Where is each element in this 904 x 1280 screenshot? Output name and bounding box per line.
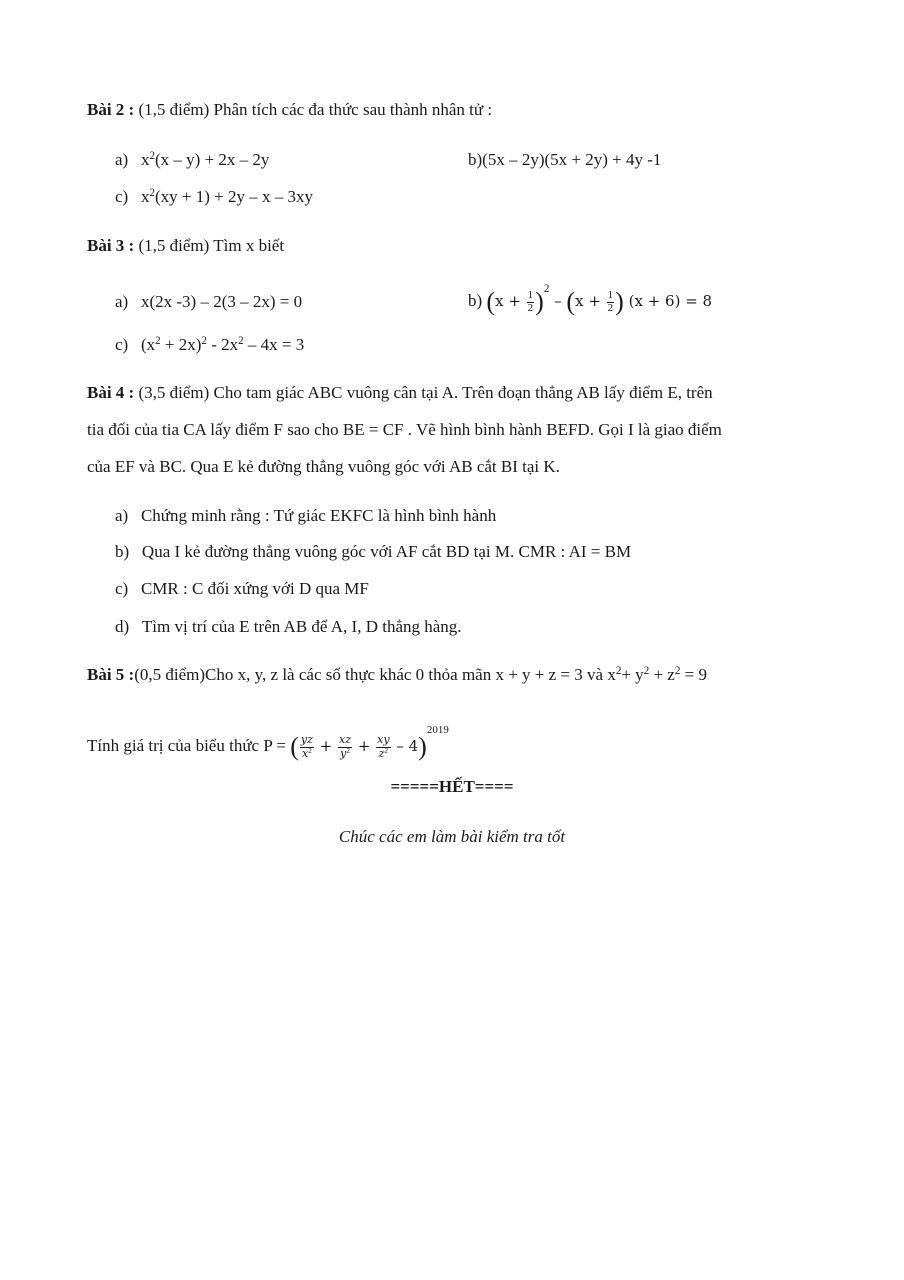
bai4-item-b: b) Qua I kẻ đường thẳng vuông góc với AF cắt BD tại M. CMR : AI = BM — [115, 542, 632, 561]
bai3-heading: Bài 3 : (1,5 điểm) Tìm x biết — [87, 236, 285, 255]
bai3-item-b: b) (x + $\frac{1}{2}$ )$^2$ – (x + $\frac{1}{2}$ ) (x + 6) = 8 — [468, 283, 713, 317]
bai4-line1: Bài 4 : (3,5 điểm) Cho tam giác ABC vuông cân tại A. Trên đoạn thẳng AB lấy điểm E, trên — [87, 383, 713, 402]
bai2-item-b: b)(5x – 2y)(5x + 2y) + 4y -1 — [468, 150, 662, 169]
closing-line: Chúc các em làm bài kiểm tra tốt — [338, 827, 566, 846]
bai5-line1: Bài 5 :(0,5 điểm)Cho x, y, z là các số thực khác 0 thỏa mãn x + y + z = 3 và $x^2+ y^2 + z^2 = 9$ — [87, 664, 707, 684]
end-mark: =====HẾT==== — [390, 777, 514, 796]
fraction-one-half: $\frac{1}{2}$ — [527, 289, 534, 314]
bai3-item-c: c) $(x^2 + 2x)^2 - 2x^2 - 4x = 3$ — [115, 334, 305, 354]
bai4-item-a: a) Chứng minh rằng : Tứ giác EKFC là hình bình hành — [115, 506, 497, 525]
bai4-item-d: d) Tìm vị trí của E trên AB để A, I, D thẳng hàng. — [115, 617, 462, 636]
bai4-line3: của EF và BC. Qua E kẻ đường thẳng vuông góc với AB cắt BI tại K. — [87, 457, 560, 476]
fraction-one-half: $\frac{1}{2}$ — [607, 289, 614, 314]
bai4-item-c: c) CMR : C đối xứng với D qua MF — [115, 579, 369, 598]
bai2-item-c: c) $x^2(xy + 1) + 2y - x - 3xy$ — [115, 186, 313, 206]
bai4-line2: tia đối của tia CA lấy điểm F sao cho BE = CF . Vẽ hình bình hành BEFD. Gọi I là giao điểm — [87, 420, 722, 439]
bai5-expression: Tính giá trị của biểu thức P = ( $\frac{yz}{x^2}$ + $\frac{xz}{y^2}$ + $\frac{xy}{z^2}$ – 4)$^{2019}$ — [87, 724, 449, 762]
bai2-item-a: a) $x^2(x - y) + 2x - 2y$ — [115, 149, 270, 169]
bai3-item-a: a) x(2x -3) – 2(3 – 2x) = 0 — [115, 292, 303, 311]
bai2-heading: Bài 2 : (1,5 điểm) Phân tích các đa thức sau thành nhân tử : — [87, 100, 493, 119]
